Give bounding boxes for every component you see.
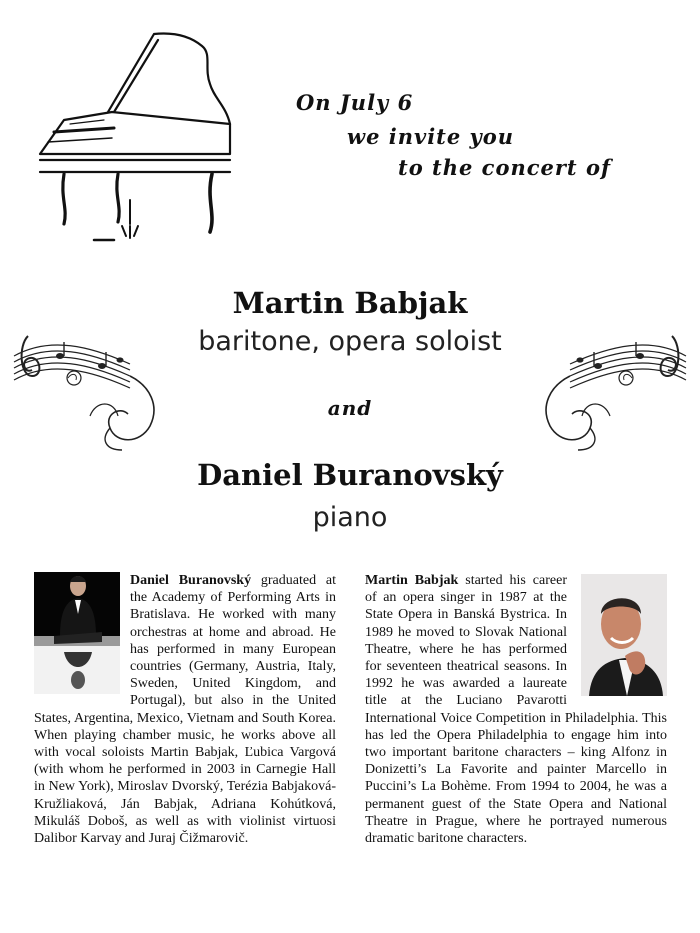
invitation-line-3: to the concert of — [398, 155, 611, 180]
performer-role-first: baritone, opera soloist — [198, 326, 502, 357]
performer-name-second: Daniel Buranovský — [197, 458, 503, 492]
pianist-photo — [34, 572, 120, 694]
baritone-photo — [581, 574, 667, 696]
bio-right-text: started his career of an opera singer in 1987 at the State Opera in Banská Bystrica. In 1989 he moved to Slovak National Theatre, where he has performed for seventeen theatrical seasons. In 1992 he was awarded a laureate title at the Luciano Pavarotti International Voice Competition in Philadelphia. This has led the Opera Philadelphia to engage him into two important baritone characters – king Alfonz in Donizetti’s La Favorite and painter Marcello in Puccini’s La Bohème. From 1994 to 2004, he was a permanent guest of the State Opera and National Theatre in Prague, where he portrayed numerous dramatic baritone characters. — [365, 573, 667, 847]
invitation-line-1: On July 6 — [296, 90, 414, 115]
performer-connector: and — [327, 396, 373, 420]
bio-left-lead: Daniel Buranovský — [130, 573, 252, 588]
invitation-line-2: we invite you — [347, 124, 515, 149]
bio-left-column — [34, 572, 336, 902]
bio-right-lead: Martin Babjak — [365, 573, 459, 588]
performer-name-first: Martin Babjak — [232, 286, 468, 320]
performer-role-second: piano — [312, 502, 388, 533]
grand-piano-icon — [34, 28, 239, 250]
bio-right-column — [365, 572, 667, 902]
bio-left-text: graduated at the Academy of Performing Arts in Bratislava. He worked with many orchestras at home and abroad. He has performed in many European countries (Germany, Austria, Italy, Sweden, United Kingdom, and Portugal), but also in the United States, Argentina, Mexico, Vietnam and South Korea. When playing chamber music, he works above all with vocal soloists Martin Babjak, Ľubica Vargová (with whom he performed in 2003 in Carnegie Hall in New York), Miroslav Dvorský, Terézia Babjaková-Kružliaková, Ján Babjak, Adriana Kohútková, Mikuláš Doboš, as well as with violinist virtuosi Dalibor Karvay and Juraj Čižmarovič. — [34, 573, 336, 847]
